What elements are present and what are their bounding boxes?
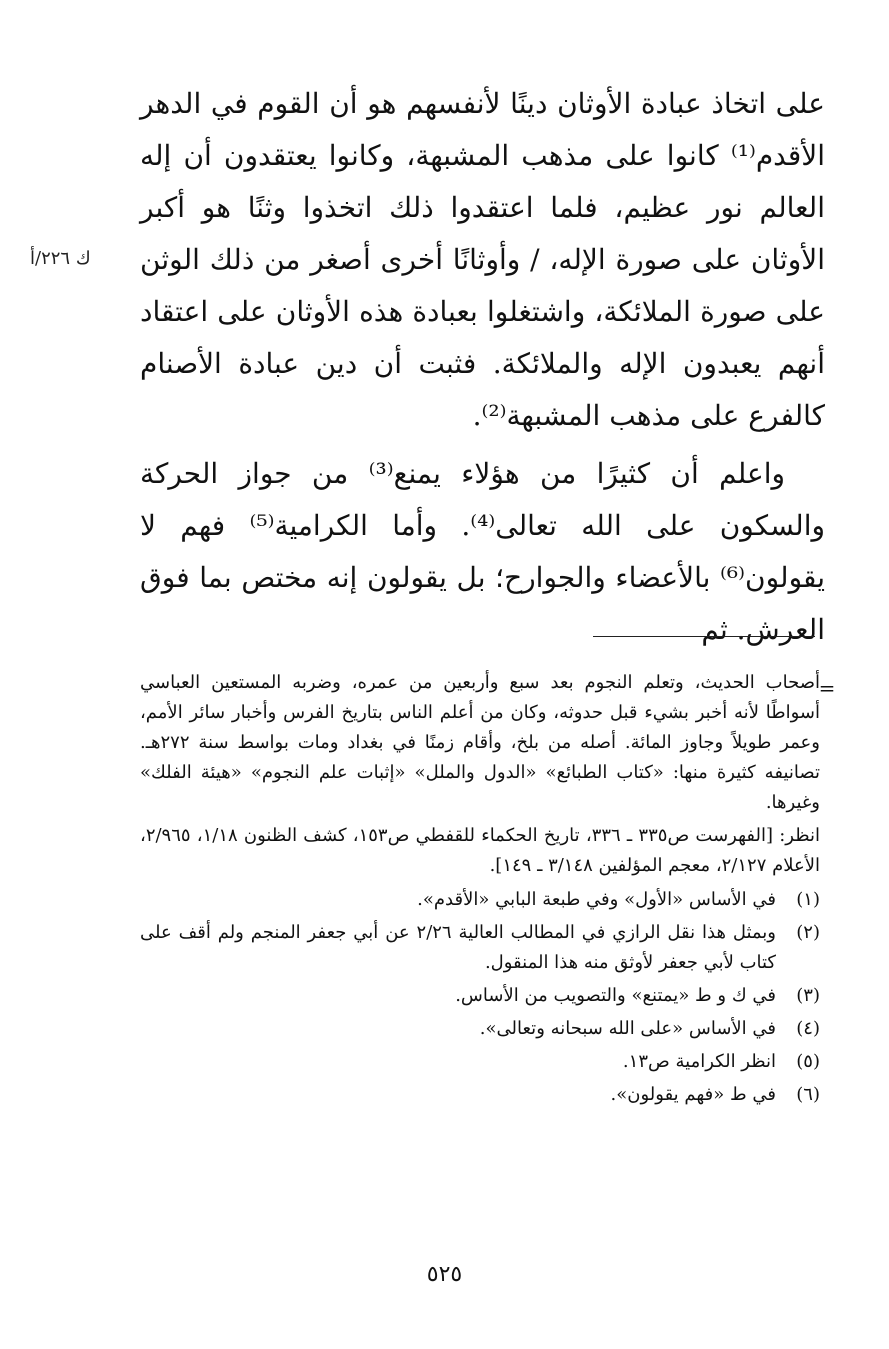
- footnote-continuation: [140, 668, 820, 881]
- footnote-list: [140, 885, 820, 1110]
- main-paragraph-2: واعلم أن كثيرًا من هؤلاء يمنع⁽³⁾ من جواز الحركة والسكون على الله تعالى⁽⁴⁾. وأما الكرامية⁽⁵⁾ فهم لا يقولون⁽⁶⁾ بالأعضاء والجوارح؛ بل يقولون إنه مختص بما فوق العرش. ثم: [140, 457, 826, 646]
- footnote-continuation-paragraph-1: أصحاب الحديث، وتعلم النجوم بعد سبع وأربعين من عمره، وضربه المستعين العباسي أسواطًا لأنه أخبر بشيء قبل حدوثه، وكان من أعلم الناس بتاريخ الفرس وأخبار سائر الأمم، وعمر طويلاً وجاوز المائة. أصله من بلخ، وأقام زمنًا في بغداد ومات بواسط سنة ٢٧٢هـ. تصانيفه كثيرة منها: «كتاب الطبائع» «الدول والملل» «إثبات علم النجوم» «هيئة الفلك» وغيرها.: [140, 672, 820, 813]
- page-number: ٥٢٥: [426, 1262, 463, 1287]
- footnote-separator-rule: [593, 636, 815, 637]
- footnote-text: في الأساس «على الله سبحانه وتعالى».: [479, 1018, 776, 1039]
- footnote-number: (٥): [796, 1051, 820, 1072]
- main-text-block: [140, 78, 825, 656]
- footnote-item: [140, 885, 820, 915]
- footnote-item: [140, 1080, 820, 1110]
- footnote-number: (٣): [796, 985, 820, 1006]
- footnote-continuation-mark: =: [818, 676, 836, 700]
- footnote-item: [140, 1014, 820, 1044]
- footnote-text: في ط «فهم يقولون».: [610, 1084, 776, 1105]
- footnote-number: (١): [796, 889, 820, 910]
- footnotes-section: [140, 668, 820, 1113]
- footnote-continuation-paragraph-2: انظر: [الفهرست ص٣٣٥ ـ ٣٣٦، تاريخ الحكماء للقفطي ص١٥٣، كشف الظنون ١/١٨، ٢/٩٦٥، الأعلام ٢/١٢٧، معجم المؤلفين ٣/١٤٨ ـ ١٤٩].: [140, 825, 821, 876]
- manuscript-folio-note: ك ٢٢٦/أ: [30, 248, 91, 269]
- footnote-number: (٢): [796, 922, 820, 943]
- footnote-text: في الأساس «الأول» وفي طبعة البابي «الأقدم».: [417, 889, 776, 910]
- main-paragraph-1: على اتخاذ عبادة الأوثان دينًا لأنفسهم هو أن القوم في الدهر الأقدم⁽¹⁾ كانوا على مذهب المشبهة، وكانوا يعتقدون أن إله العالم نور عظيم، فلما اعتقدوا ذلك اتخذوا وثنًا هو أكبر الأوثان على صورة الإله، / وأوثانًا أخرى أصغر من ذلك الوثن على صورة الملائكة، واشتغلوا بعبادة هذه الأوثان على اعتقاد أنهم يعبدون الإله والملائكة. فثبت أن دين عبادة الأصنام كالفرع على مذهب المشبهة⁽²⁾.: [140, 87, 825, 432]
- footnote-number: (٦): [796, 1084, 820, 1105]
- footnote-text: انظر الكرامية ص١٣.: [622, 1051, 776, 1072]
- footnote-text: وبمثل هذا نقل الرازي في المطالب العالية ٢/٢٦ عن أبي جعفر المنجم ولم أقف على كتاب لأبي جعفر لأوثق منه هذا المنقول.: [140, 922, 776, 973]
- footnote-number: (٤): [796, 1018, 820, 1039]
- footnote-item: [140, 918, 820, 978]
- footnote-item: [140, 1047, 820, 1077]
- footnote-item: [140, 981, 820, 1011]
- footnote-text: في ك و ط «يمتنع» والتصويب من الأساس.: [455, 985, 776, 1006]
